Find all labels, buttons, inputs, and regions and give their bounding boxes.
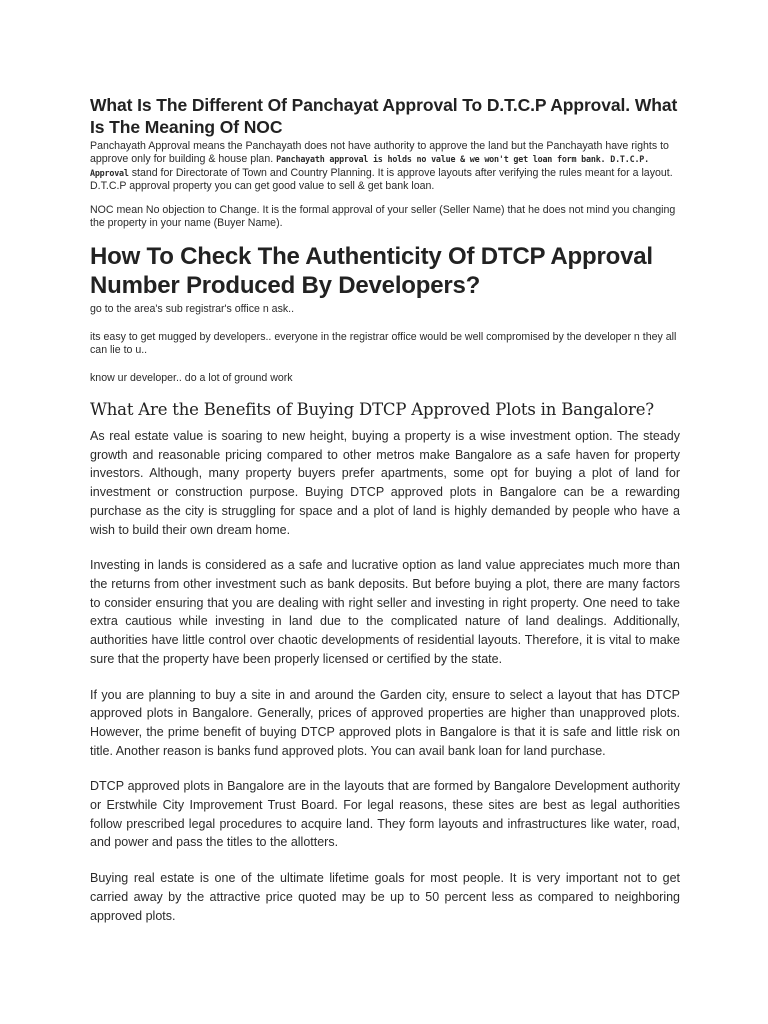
section-2-paragraph-1: go to the area's sub registrar's office n ask..	[90, 303, 295, 316]
section-3-paragraph-5: Buying real estate is one of the ultimate lifetime goals for most people. It is very important not to get carried away by the attractive price quoted may be up to 50 percent less as compared to neighboring approved plots.	[90, 871, 680, 923]
section-2-paragraph-2: its easy to get mugged by developers.. everyone in the registrar office would be well compromised by the developer n they all can lie to u..	[90, 330, 677, 357]
section-2-paragraph-3: know ur developer.. do a lot of ground work	[90, 371, 293, 384]
section-1-paragraph-1	[90, 140, 680, 194]
document-page	[90, 94, 680, 942]
section-3-paragraph-2: Investing in lands is considered as a safe and lucrative option as land value appreciates much more than the returns from other investment such as bank deposits. But before buying a plot, there are many factors to consider ensuring that you are dealing with right seller and investing in right property. One need to take extra cautious while investing in land due to the complicated nature of land dealings. Additionally, authorities have little control over chaotic developments of residential layouts. Therefore, it is vital to make sure that the property have been properly licensed or certified by the state.	[90, 558, 680, 666]
section-3-paragraph-4: DTCP approved plots in Bangalore are in the layouts that are formed by Bangalore Development authority or Erstwhile City Improvement Trust Board. For legal reasons, these sites are best as legal authorities follow prescribed legal procedures to acquire land. They form layouts and infrastructures like water, road, and power and pass the titles to the allotters.	[90, 779, 680, 850]
section-1-title: What Is The Different Of Panchayat Approval To D.T.C.P Approval. What Is The Meaning Of NOC	[90, 95, 678, 137]
section-3-paragraph-1: As real estate value is soaring to new height, buying a property is a wise investment option. The steady growth and reasonable pricing compared to other metros make Bangalore as a safe haven for property investors. Although, many property buyers prefer apartments, some opt for buying a plot of land for investment or construction purpose. Buying DTCP approved plots in Bangalore can be a rewarding purchase as the city is struggling for space and a plot of land is highly demanded by people who have a wish to build their own dream home.	[90, 429, 680, 537]
section-2-title: How To Check The Authenticity Of DTCP Approval Number Produced By Developers?	[90, 243, 653, 300]
section-3-title: What Are the Benefits of Buying DTCP Approved Plots in Bangalore?	[90, 400, 654, 420]
section-1-paragraph-1-start: Panchayath Approval means the Panchayath does not have authority to approve the land but the Panchayath have rights to approve only for building & house plan.	[90, 140, 669, 166]
section-1-paragraph-2: NOC mean No objection to Change. It is the formal approval of your seller (Seller Name) that he does not mind you changing the property in your name (Buyer Name).	[90, 203, 676, 230]
section-1-paragraph-1-bold: Panchayath approval is holds no value & we won't get loan form bank. D.T.C.P. Approval	[90, 154, 649, 178]
section-1-paragraph-1-end: stand for Directorate of Town and Country Planning. It is approve layouts after verifying the rules meant for a layout. D.T.C.P approval property you can get good value to sell & get bank loan.	[90, 166, 673, 193]
section-3-paragraph-3: If you are planning to buy a site in and around the Garden city, ensure to select a layout that has DTCP approved plots in Bangalore. Generally, prices of approved properties are higher than unapproved plots. However, the prime benefit of buying DTCP approved plots in Bangalore is that it is safe and little risk on title. Another reason is banks fund approved plots. You can avail bank loan for land purchase.	[90, 687, 680, 758]
